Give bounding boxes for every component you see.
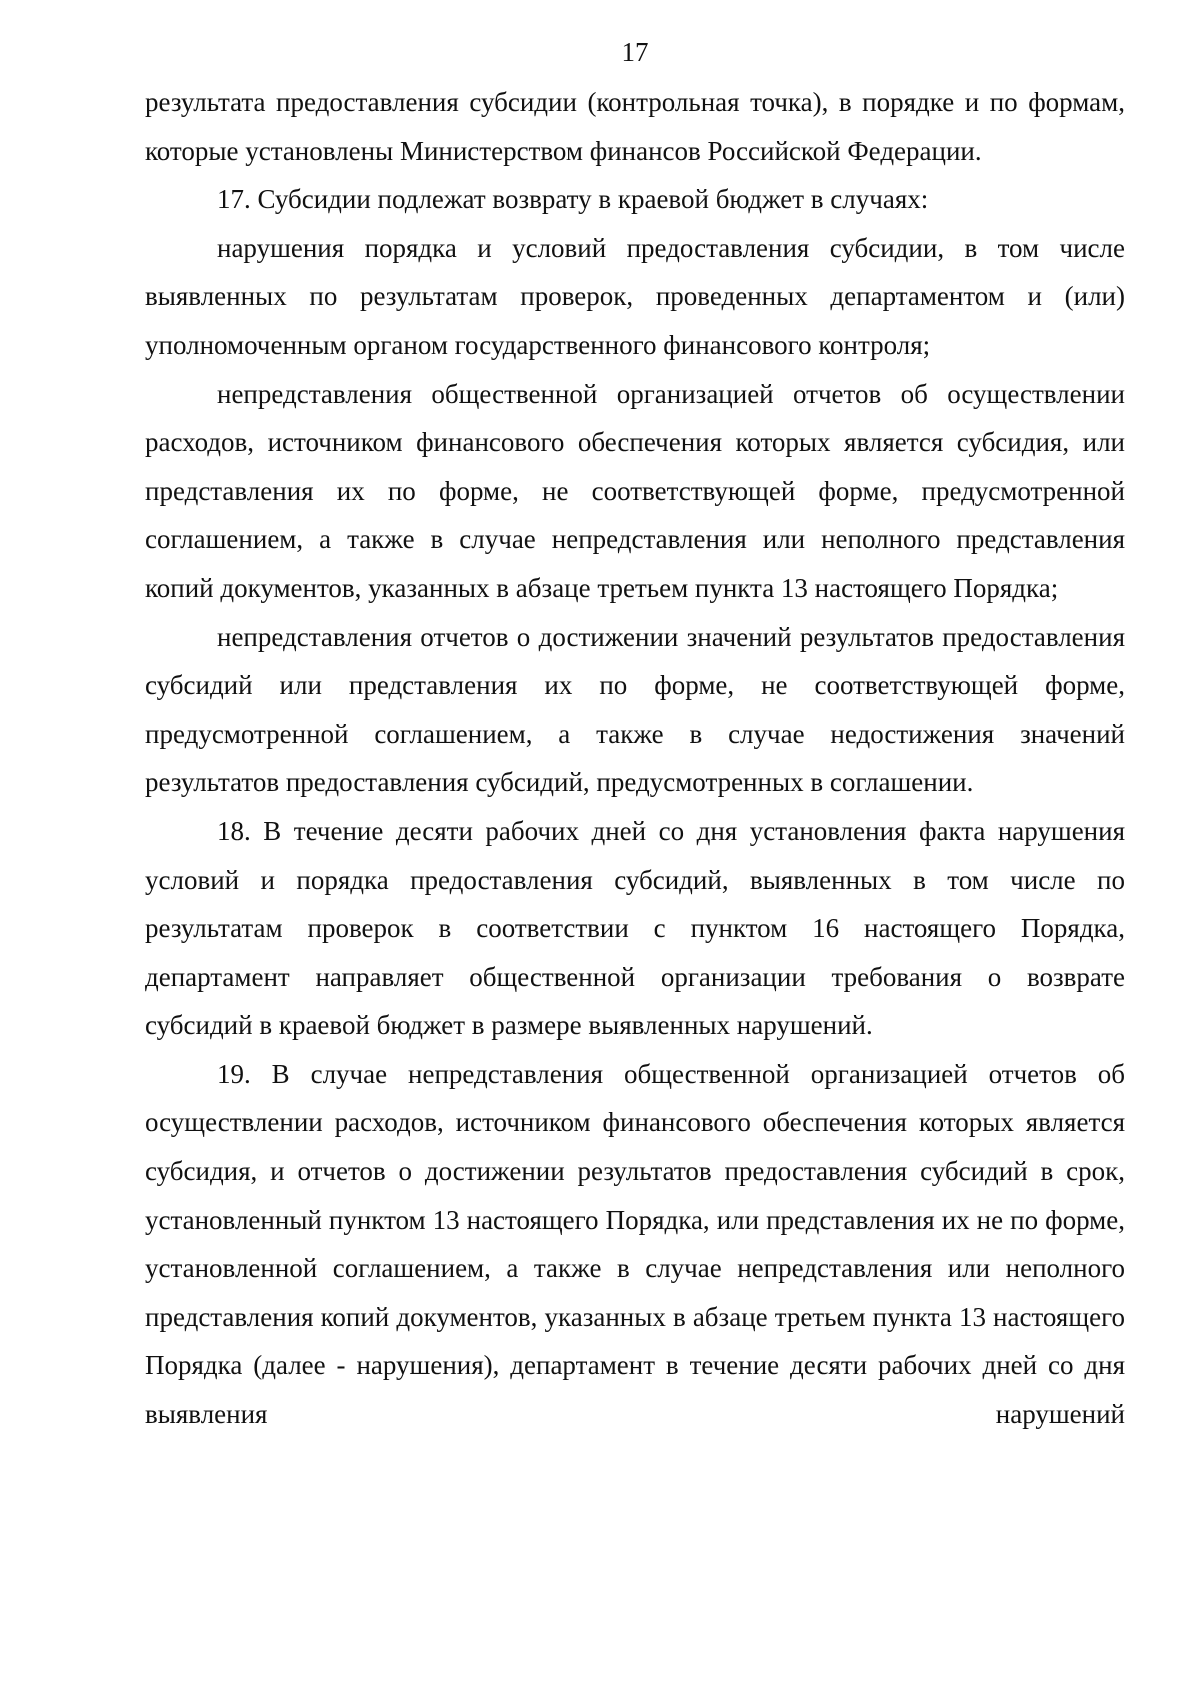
paragraph-continuation: результата предоставления субсидии (контрольная точка), в порядке и по формам, которые установлены Министерством финансов Российской Федерации. [145,87,1125,166]
paragraph-nonsubmission-expense-reports: непредставления общественной организацией отчетов об осуществлении расходов, источником финансового обеспечения которых является субсидия, или представления их по форме, не соответствующей форме, предусмотренной соглашением, а также в случае непредставления или неполного представления копий документов, указанных в абзаце третьем пункта 13 настоящего Порядка; [145,378,1125,603]
paragraph-item-18: 18. В течение десяти рабочих дней со дня установления факта нарушения условий и порядка предоставления субсидий, выявленных в том числе по результатам проверок в соответствии с пунктом 16 настоящего Порядка, департамент направляет общественной организации требования о возврате субсидий в краевой бюджет в размере выявленных нарушений. [145,815,1125,1041]
paragraph-nonsubmission-result-reports: непредставления отчетов о достижении значений результатов предоставления субсидий или представления их по форме, не соответствующей форме, предусмотренной соглашением, а также в случае недостижения значений результатов предоставления субсидий, предусмотренных в соглашении. [145,621,1125,798]
page-number: 17 [621,37,649,67]
document-page [145,28,1125,1439]
paragraph-item-19: 19. В случае непредставления общественной организацией отчетов об осуществлении расходов, источником финансового обеспечения которых является субсидия, и отчетов о достижении результатов предоставления субсидий в срок, установленный пунктом 13 настоящего Порядка, или представления их не по форме, установленной соглашением, а также в случае непредставления или неполного представления копий документов, указанных в абзаце третьем пункта 13 настоящего Порядка (далее - нарушения), департамент в течение десяти рабочих дней со дня выявления нарушений [145,1058,1125,1430]
paragraph-item-17: 17. Субсидии подлежат возврату в краевой бюджет в случаях: [217,184,929,215]
paragraph-violation-order: нарушения порядка и условий предоставления субсидии, в том числе выявленных по результатам проверок, проведенных департаментом и (или) уполномоченным органом государственного финансового контроля; [145,232,1125,360]
